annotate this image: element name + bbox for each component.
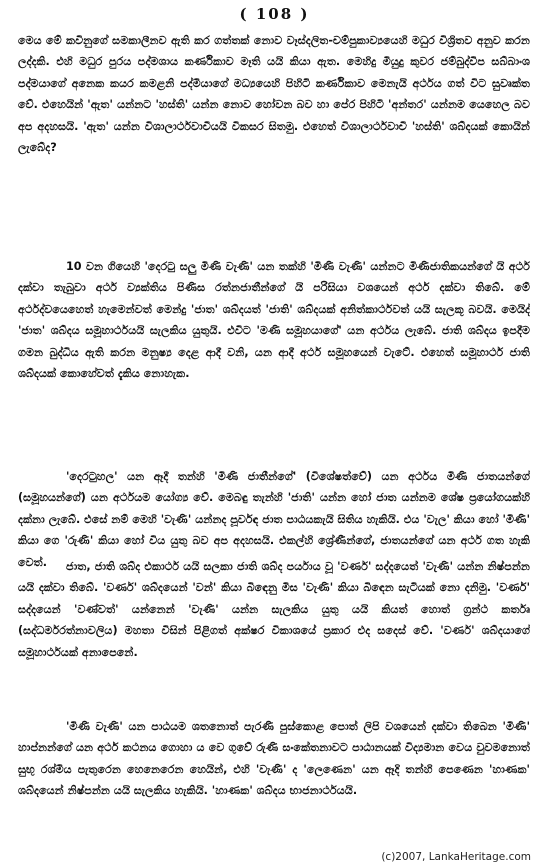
paragraph-5: 'මිණි වැණි' යන පාඨයම ශතනොත් පැරණි පුස්කොළ පොත් ලිපි වශයෙන් දක්වා තිබෙන 'මිණි' හාප්නන්ගේ යන අර්ථ කථනය ගොහා ය වෙ ගුවේ රුණි සංකේතනාවට පාඨානයක් විද්‍යමාන වෙය වුවමනොත් සුභු රශ්මිය පැතුරෙන හෙනෙරෙන හෙයින්, එහි 'වැණි' ද 'ලෙණෙන' යන ඈදි තන්හි පෙණෙන 'හාණක' ශබ්දයෙන් නිෂ්පන්න යයි සැලකිය හැකියි. 'හාණක' ශබ්දය භාජනාර්ථයයි. [18,720,530,798]
paragraph-2: 10 වන ගියෙහි 'දෙරටු සලු මිණි වැණි' යන තක්හි 'මිණි වැණි' යන්නට මිණිජාතිකයන්ගේ යි අර්ථ දක්වා තැබුවා අර්ථ ව්‍යක්තිය පිණිස රත්නජාතීන්ගේ යි පරිසියා වශයෙන් අර්ථ දක්වා තිබේ. මේ අර්ථද්වයෙහෙත් හැමෙන්වත් මෙන්දු 'ජාත' ශබ්දයත් 'ජාති' ශබ්දයක් අනිත්කාර්ථවත් යයි සැලකූ බවයි. මෙයිද් 'ජාත' ශබ්දය සමූහාර්ථයයි සැලකිය යුතුයි. එවිට 'මණි සමූහයාගේ' යන අර්ථය ලැබේ. ජාති ශබ්දය ඉපදීම ගමන බුද්ධිය ඇති කරන මනුෂ්‍ය දෙළ ආදී වනි, යන ආදී අර්ථ සමූහයෙන් වැටේ. එහෙත් සමූහාර්ථ ජාති ශබ්දයක් කොහේවත් දැකිය නොහැක. [18,260,530,381]
page-number: ( 108 ) [239,5,310,23]
paragraph-1: මෙය මේ කවිනුගේ සමකාලීනව ඇති කර ගත්තක් නොව වෑස්දලිත-චම්පුකාව්‍යයෙහි මධුර විශ්‍රිතව අනුව කරන ලද්දකි. එහි මධුර පුරය පද්මශාය කර්ණිකාව මෑති යයි කියා ඇත. මෙහිදු මියුදු කුවර ජම්බුද්වීප සබ්බාංශ පද්මයාගේ අනෙක කයර කමළනි පද්මියාගේ මධ්‍යයෙහි පිහිටි කර්ණිකාව මෙනැයි අර්ථය ගත් විට සුවෘක්ත වේ. එහෙයින් 'ඇත' යන්නට 'හස්ති' යන්න නොව හෝවන බව හා පේර පිහිටි 'අන්තර' යන්නම යෙහෙල බව අප අදහසයි. 'ඇත' යන්න විශාලාර්ථවාචීයයි විකසර සිතමු. එහෙත් විශාලාර්ථවාචී 'හස්ති' ශබ්දයක් කොයින් ලැබේද? [18,34,530,155]
paragraph-4: ජාත, ජාති ශබ්ද එකාර්ථ යයි සලකා ජාති ශබ්ද පර්යාය වූ 'වර්ණ' සද්දයෙත් 'වැණි' යන්න නිෂ්පන්න යයි දක්වා තිබේ. 'වර්ණ' ශබ්දයෙන් 'වන්' කියා බිඳෙනු මිස 'වැණි' කියා බිඳෙන සැටියක් නො දනිමු. 'වර්ණ' සද්දයෙන් 'වණ්වත්' යන්නෙන් 'වැණි' යන්න සැලකිය යුතු යයි කියත් හොත් ග්‍රන්ථ කර්තෘ (සද්ධර්මරත්නාවලිය) මහතා විසින් පිළිගත් අක්ෂර විකාශයේ ප්‍රකාර එද සදෙස් වේ. 'වර්ණ' ශබ්දයාගේ සමූහාර්ථයක් අනාපෙනේ. [18,560,530,659]
copyright-credit: (c)2007, LankaHeritage.com [381,851,531,863]
paragraph-3: 'දෙරටුහල' යන ඈදී තන්හි 'මිණි ජාතීන්ගේ' (විශේෂත්වේ) යන අර්ථය මිණි ජාතයන්ගේ (සමූහයන්ගේ) යන අර්ථයම යෝග්‍ය වේ. මෙබඳු තැන්හි 'ජාති' යන්න හෝ ජාත යන්නම ශේෂ ප්‍රයෝගයක්හි දක්නා ලැබේ. එසේ නම් මෙහි 'වැණි' යන්නද පූර්වඳ ජාත පාඨයකැයි සිතිය හැකියි. එය 'වැල' කියා හෝ 'මිණි' කියා ගෙ 'රුණි' කියා හෝ විය යුතු බව අප අදහසයි. එකල්හි ශ්‍රේණීන්ගේ, ජාතයන්ගේ යන අර්ථ ගත හැකි වෙත්. [18,470,530,569]
